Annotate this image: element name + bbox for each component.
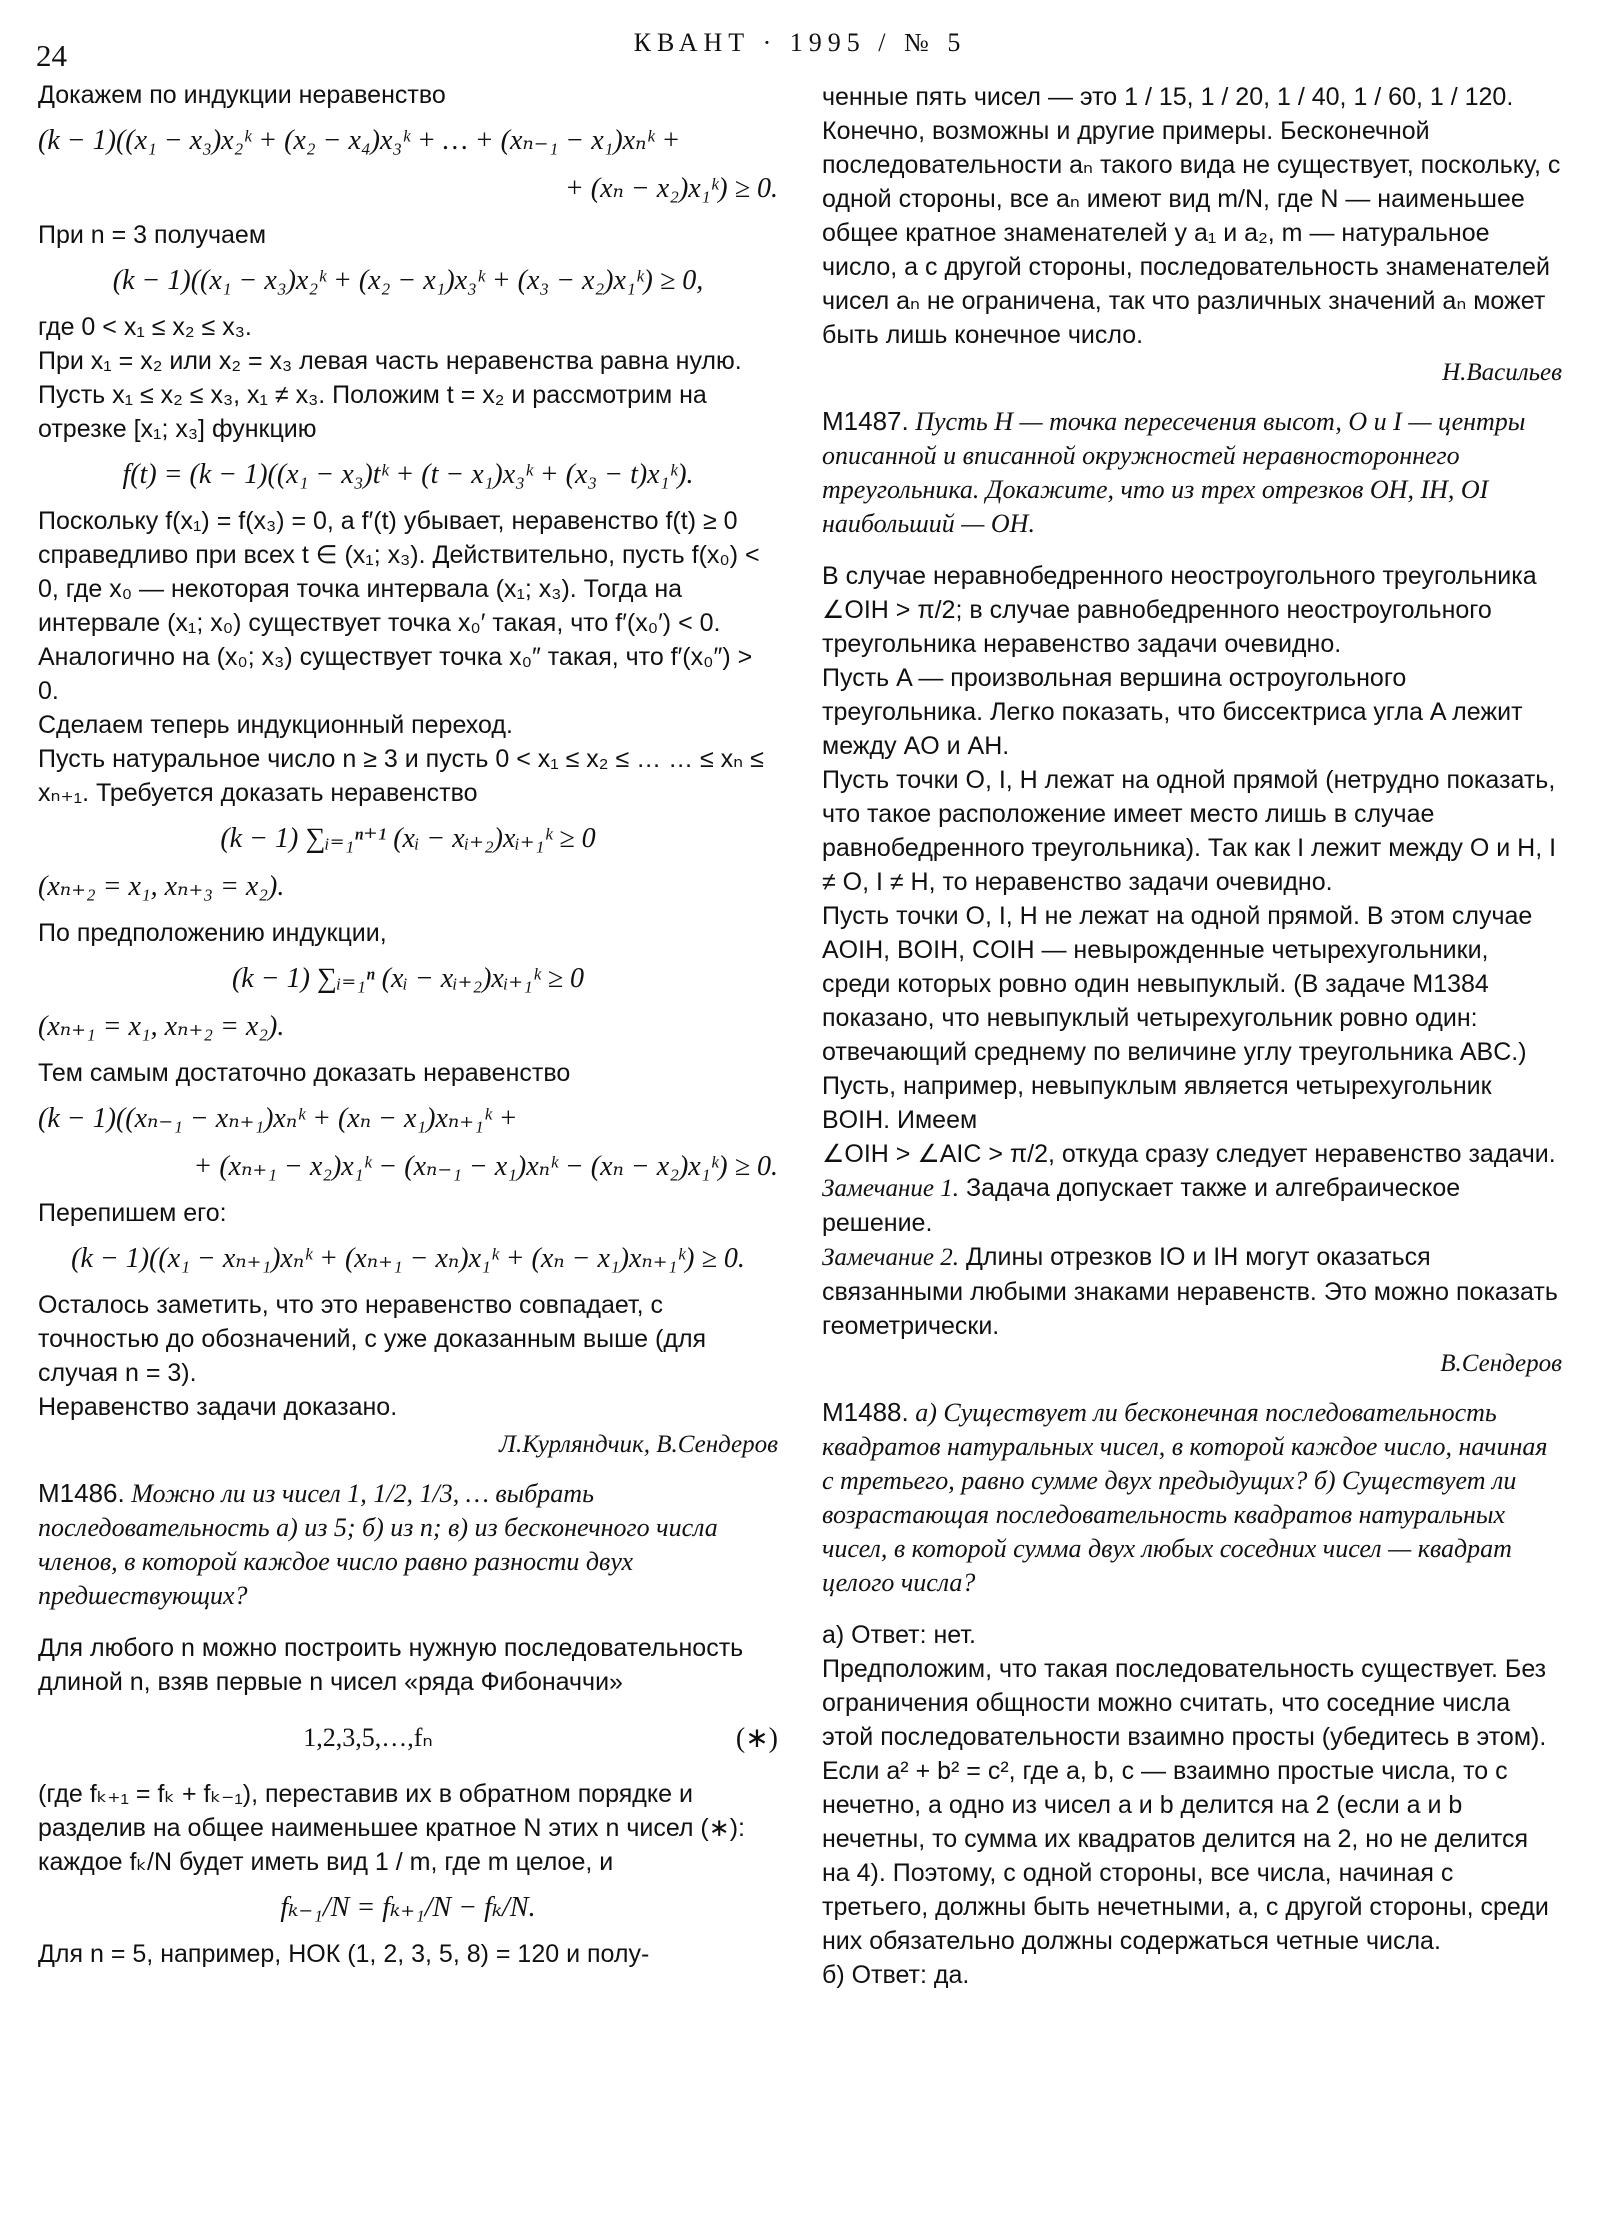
paragraph: Неравенство задачи доказано. [38,1393,398,1421]
problem-statement [822,1395,1562,1600]
fibonacci-formula [38,1721,778,1755]
paragraph: где 0 < x₁ ≤ x₂ ≤ x₃. [38,313,252,341]
signature: Л.Курляндчик, В.Сендеров [499,1431,778,1458]
paragraph: Тем самым достаточно доказать неравенство [38,1059,571,1087]
problem-statement [38,1476,778,1613]
remark-text: Задача допускает также и алгебраическое решение. [822,1174,1461,1237]
paragraph: В случае неравнобедренного неостроугольного треугольника ∠OIH > π/2; в случае равнобедренного неостроугольного треугольника неравенство задачи очевидно. [822,562,1537,658]
formula: (k − 1) ∑ᵢ₌₁ⁿ⁺¹ (xᵢ − xᵢ₊₂)xᵢ₊₁ᵏ ≥ 0 [220,823,596,854]
equation-label: (∗) [735,1723,778,1754]
formula: fₖ₋₁/N = fₖ₊₁/N − fₖ/N. [280,1892,536,1923]
signature: В.Сендеров [1440,1350,1562,1377]
remark [822,1171,1562,1240]
paragraph: Пусть натуральное число n ≥ 3 и пусть 0 < x₁ ≤ x₂ ≤ … … ≤ xₙ ≤ xₙ₊₁. Требуется доказать неравенство [38,745,764,807]
left-column [38,78,778,1971]
formula: + (xₙ − x₂)x₁ᵏ) ≥ 0. [564,173,778,204]
paragraph: При x₁ = x₂ или x₂ = x₃ левая часть неравенства равна нулю. Пусть x₁ ≤ x₂ ≤ x₃, x₁ ≠ x₃. Положим t = x₂ и рассмотрим на отрезке [x₁; x₃] функцию [38,347,742,443]
paragraph: Поскольку f(x₁) = f(x₃) = 0, а f′(t) убывает, неравенство f(t) ≥ 0 справедливо при всех t ∈ (x₁; x₃). Действительно, пусть f(x₀) < 0, где x₀ — некоторая точка интервала (x₁; x₃). Тогда на интервале (x₁; x₀) существует точка x₀′ такая, что f′(x₀′) < 0. Аналогично на (x₀; x₃) существует точка x₀″ такая, что f′(x₀″) > 0. [38,507,760,705]
paragraph: По предположению индукции, [38,919,387,947]
problem-id: М1487. [822,406,909,436]
paragraph: Осталось заметить, что это неравенство совпадает, с точностью до обозначений, с уже доказанным выше (для случая n = 3). [38,1291,707,1387]
formula: (k − 1)((x₁ − xₙ₊₁)xₙᵏ + (xₙ₊₁ − xₙ)x₁ᵏ + (xₙ − x₁)xₙ₊₁ᵏ) ≥ 0. [71,1243,745,1274]
paragraph: а) Ответ: нет. [822,1621,976,1649]
right-column [822,80,1562,1992]
paragraph: Сделаем теперь индукционный переход. [38,711,513,739]
problem-statement [822,404,1562,541]
formula: (k − 1)((xₙ₋₁ − xₙ₊₁)xₙᵏ + (xₙ − x₁)xₙ₊₁ᵏ + [38,1103,518,1134]
paragraph: ∠OIH > ∠AIC > π/2, откуда сразу следует неравенство задачи. [822,1140,1556,1168]
formula: (k − 1)((x₁ − x₃)x₂ᵏ + (x₂ − x₁)x₃ᵏ + (x₃ − x₂)x₁ᵏ) ≥ 0, [112,265,704,296]
formula: (k − 1)((x₁ − x₃)x₂ᵏ + (x₂ − x₄)x₃ᵏ + … + (xₙ₋₁ − x₁)xₙᵏ + [38,125,681,156]
paragraph: б) Ответ: да. [822,1961,970,1989]
paragraph: Если a² + b² = c², где a, b, c — взаимно простые числа, то c нечетно, а одно из чисел a и b делится на 2 (если a и b нечетны, то сумма их квадратов делится на 2, но не делится на 4). Поэтому, с одной стороны, все числа, начиная с третьего, должны быть нечетными, а, с другой стороны, среди них обязательно должны содержаться четные числа. [822,1757,1549,1955]
paragraph: При n = 3 получаем [38,221,267,249]
formula: (k − 1) ∑ᵢ₌₁ⁿ (xᵢ − xᵢ₊₂)xᵢ₊₁ᵏ ≥ 0 [231,963,585,994]
problem-text: Можно ли из чисел 1, 1/2, 1/3, … выбрать последовательность а) из 5; б) из n; в) из бесконечного числа членов, в которой каждое число равно разности двух предшествующих? [38,1479,718,1610]
running-head: КВАНТ · 1995 / № 5 [633,28,967,57]
formula: + (xₙ₊₁ − x₂)x₁ᵏ − (xₙ₋₁ − x₁)xₙᵏ − (xₙ − x₂)x₁ᵏ) ≥ 0. [193,1151,778,1182]
problem-id: М1486. [38,1478,125,1508]
paragraph: Перепишем его: [38,1199,227,1227]
formula: f(t) = (k − 1)((x₁ − x₃)tᵏ + (t − x₁)x₃ᵏ + (x₃ − t)x₁ᵏ). [122,459,694,490]
problem-text: а) Существует ли бесконечная последовательность квадратов натуральных чисел, в которой каждое число, начиная с третьего, равно сумме двух предыдущих? б) Существует ли возрастающая последовательность квадратов натуральных чисел, в которой сумма двух любых соседних чисел — квадрат целого числа? [822,1398,1548,1597]
remark-text: Длины отрезков IO и IH могут оказаться связанными любыми знаками неравенств. Это можно показать геометрически. [822,1243,1558,1340]
signature: Н.Васильев [1442,359,1562,386]
problem-text: Пусть H — точка пересечения высот, O и I — центры описанной и вписанной окружностей неравностороннего треугольника. Докажите, что из трех отрезков OH, IH, OI наибольший — OH. [822,407,1526,538]
paragraph: Для n = 5, например, НОК (1, 2, 3, 5, 8) = 120 и полу- [38,1940,650,1968]
fibonacci-sequence: 1,2,3,5,…,fₙ [303,1723,433,1752]
formula: (xₙ₊₂ = x₁, xₙ₊₃ = x₂). [38,871,285,902]
paragraph: Пусть точки O, I, H лежат на одной прямой (нетрудно показать, что такое расположение имеет место лишь в случае равнобедренного треугольника). Так как I лежит между O и H, I ≠ O, I ≠ H, то неравенство задачи очевидно. [822,766,1557,896]
remark [822,1240,1562,1343]
page-number: 24 [36,38,67,73]
paragraph: Предположим, что такая последовательность существует. Без ограничения общности можно считать, что соседние числа этой последовательности взаимно просты (убедитесь в этом). [822,1655,1547,1751]
formula: (xₙ₊₁ = x₁, xₙ₊₂ = x₂). [38,1011,285,1042]
paragraph: Для любого n можно построить нужную последовательность длиной n, взяв первые n чисел «ряда Фибоначчи» [38,1634,744,1696]
problem-id: М1488. [822,1397,909,1427]
paragraph: Пусть A — произвольная вершина остроугольного треугольника. Легко показать, что биссектриса угла A лежит между AO и AH. [822,664,1523,760]
paragraph: Пусть точки O, I, H не лежат на одной прямой. В этом случае AOIH, BOIH, COIH — невырожденные четырехугольники, среди которых ровно один невыпуклый. (В задаче М1384 показано, что невыпуклый четырехугольник ровно один: отвечающий среднему по величине углу треугольника ABC.) Пусть, например, невыпуклым является четырехугольник BOIH. Имеем [822,902,1533,1134]
paragraph: Докажем по индукции неравенство [38,81,446,109]
paragraph: ченные пять чисел — это 1 / 15, 1 / 20, 1 / 40, 1 / 60, 1 / 120. Конечно, возможны и другие примеры. Бесконечной последовательности aₙ такого вида не существует, поскольку, с одной стороны, все aₙ имеют вид m/N, где N — наименьшее общее кратное знаменателей у a₁ и a₂, m — натуральное число, а с другой стороны, последовательность знаменателей чисел aₙ не ограничена, так что различных значений aₙ может быть лишь конечное число. [822,83,1561,349]
remark-label: Замечание 2. [822,1244,960,1271]
remark-label: Замечание 1. [822,1175,960,1202]
paragraph: (где fₖ₊₁ = fₖ + fₖ₋₁), переставив их в обратном порядке и разделив на общее наименьшее кратное N этих n чисел (∗): каждое fₖ/N будет иметь вид 1 / m, где m целое, и [38,1780,745,1876]
